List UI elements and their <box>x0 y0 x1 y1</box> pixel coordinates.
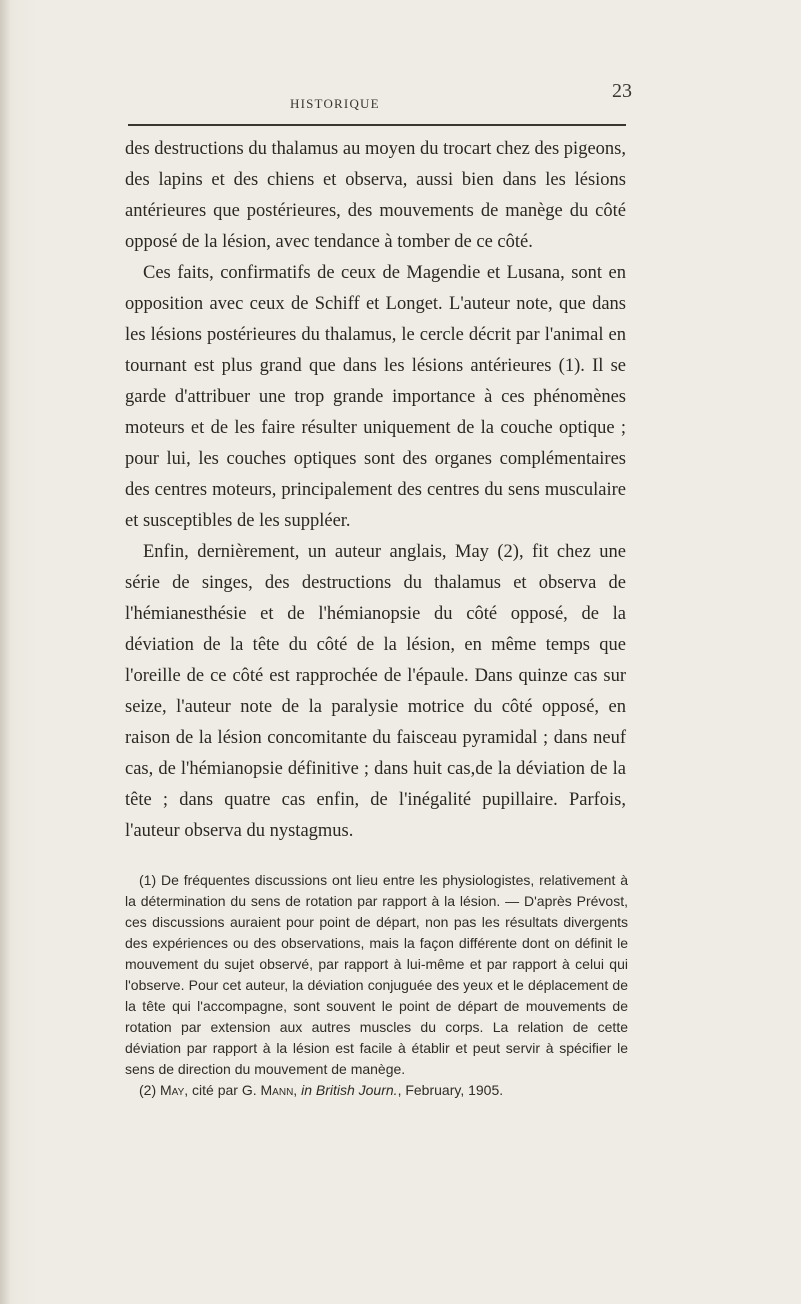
running-head: HISTORIQUE <box>290 96 380 111</box>
footnote-2-mid: , cité par G. <box>184 1082 261 1098</box>
page-header <box>0 0 801 140</box>
page-binding-edge <box>0 0 10 1304</box>
footnote-2-cited-author: Mann <box>260 1082 294 1098</box>
footnote-2-suffix: , February, 1905. <box>397 1082 504 1098</box>
main-text <box>125 134 626 847</box>
footnote-2-journal: in British Journ. <box>301 1082 398 1098</box>
footnote-2-prefix: (2) <box>139 1082 160 1098</box>
header-rule <box>128 124 626 126</box>
paragraph: Enfin, dernièrement, un auteur anglais, May (2), fit chez une série de singes, des destructions du thalamus et observa de l'hémianesthésie et de l'hémianopsie du côté opposé, de la déviation de la tête du côté de la lésion, en même temps que l'oreille de ce côté est rapprochée de l'épaule. Dans quinze cas sur seize, l'auteur note de la paralysie motrice du côté opposé, en raison de la lésion concomitante du faisceau pyramidal ; dans neuf cas, de l'hémianopsie définitive ; dans huit cas,de la déviation de la tête ; dans quatre cas enfin, de l'inégalité pupillaire. Parfois, l'auteur observa du nystagmus. <box>125 542 626 841</box>
footnote-2-author: May <box>160 1082 185 1098</box>
footnote-2 <box>125 1080 628 1101</box>
footnotes <box>125 870 628 1101</box>
page-number: 23 <box>612 80 632 102</box>
paragraph: des destructions du thalamus au moyen du trocart chez des pigeons, des lapins et des chiens et observa, aussi bien dans les lésions antérieures que postérieures, des mouvements de manège du côté opposé de la lésion, avec tendance à tomber de ce côté. <box>125 139 626 252</box>
footnote-2-sep: , <box>293 1082 302 1098</box>
footnote-1: (1) De fréquentes discussions ont lieu entre les physiologistes, relativement à la détermination du sens de rotation par rapport à la lésion. — D'après Prévost, ces discussions auraient pour point de départ, non pas les résultats divergents des expériences ou des observations, mais la façon différente dont on définit le mouvement du sujet observé, par rapport à lui-même et par rapport à celui qui l'observe. Pour cet auteur, la déviation conjuguée des yeux et le déplacement de la tête qui l'accompagne, sont souvent le point de départ de mouvements de rotation par extension aux autres muscles du corps. La relation de cette déviation par rapport à la lésion est facile à établir et peut servir à spécifier le sens de direction du mouvement de manège. <box>125 872 628 1077</box>
paragraph: Ces faits, confirmatifs de ceux de Magendie et Lusana, sont en opposition avec ceux de Schiff et Longet. L'auteur note, que dans les lésions postérieures du thalamus, le cercle décrit par l'animal en tournant est plus grand que dans les lésions antérieures (1). Il se garde d'attribuer une trop grande importance à ces phénomènes moteurs et de les faire résulter uniquement de la couche optique ; pour lui, les couches optiques sont des organes complémentaires des centres moteurs, principalement des centres du sens musculaire et susceptibles de les suppléer. <box>125 263 626 531</box>
